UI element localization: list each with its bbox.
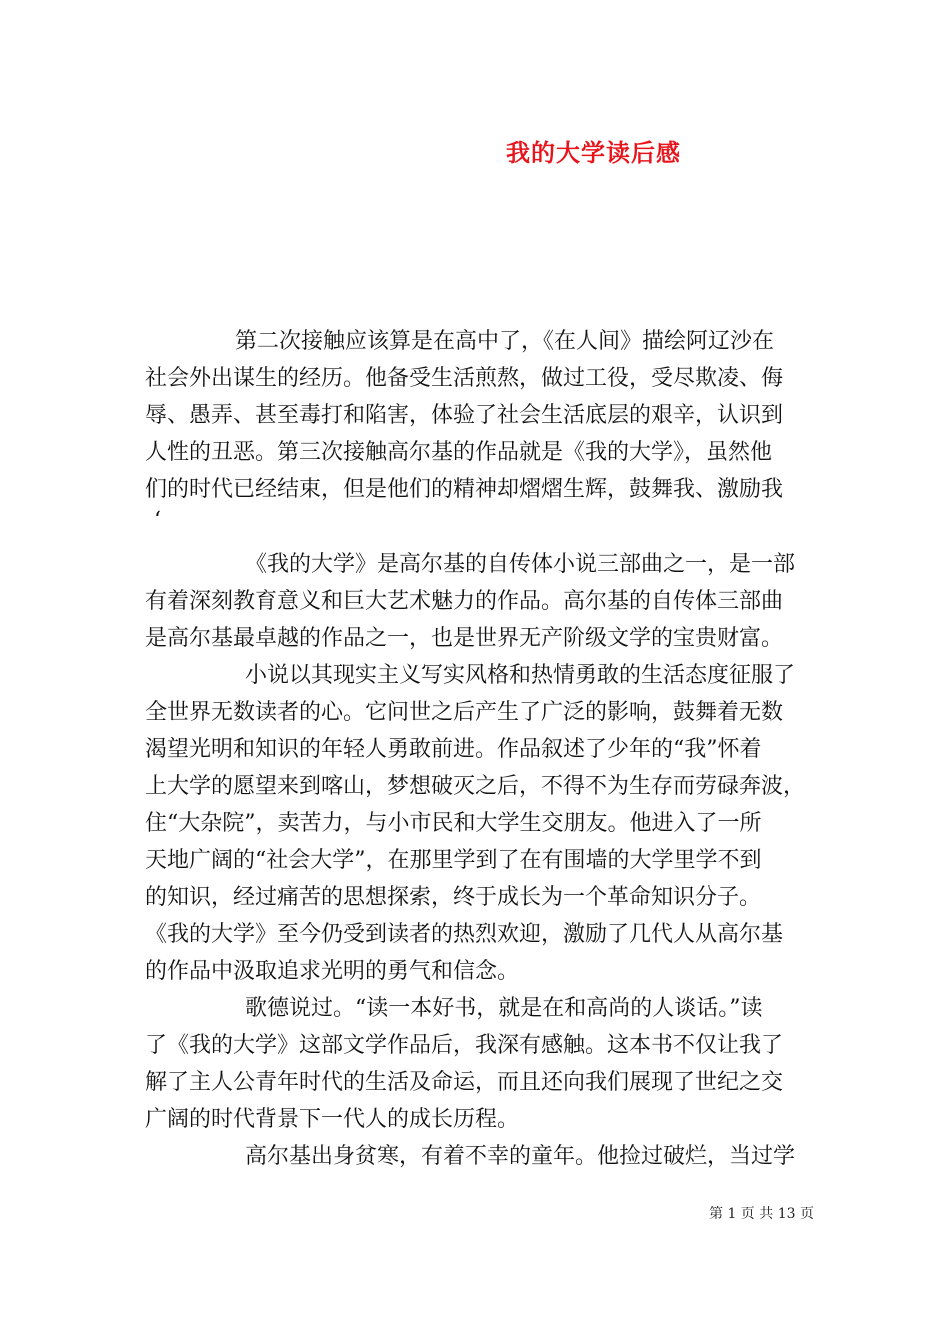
paragraph-line: 了《我的大学》这部文学作品后，我深有感触。这本书不仅让我了 (145, 1033, 784, 1058)
paragraph-line: 辱、愚弄、甚至毒打和陷害，体验了社会生活底层的艰辛，认识到 (145, 403, 784, 428)
paragraph-line: ‘ (154, 508, 161, 533)
paragraph-line: 《我的大学》是高尔基的自传体小说三部曲之一，是一部 (245, 552, 796, 577)
paragraph-line: 高尔基出身贫寒，有着不幸的童年。他捡过破烂，当过学 (245, 1144, 796, 1169)
paragraph-line: 小说以其现实主义写实风格和热情勇敢的生活态度征服了 (245, 663, 796, 688)
paragraph-line: 社会外出谋生的经历。他备受生活煎熬，做过工役，受尽欺凌、侮 (145, 366, 784, 391)
paragraph-line: 广阔的时代背景下一代人的成长历程。 (145, 1107, 520, 1132)
page-title: 我的大学读后感 (506, 138, 681, 167)
paragraph-line: 全世界无数读者的心。它问世之后产生了广泛的影响，鼓舞着无数 (145, 700, 784, 725)
paragraph-line: 是高尔基最卓越的作品之一，也是世界无产阶级文学的宝贵财富。 (145, 626, 784, 651)
paragraph-line: 渴望光明和知识的年轻人勇敢前进。作品叙述了少年的“我”怀着 (145, 737, 762, 762)
paragraph-line: 住“大杂院”，卖苦力，与小市民和大学生交朋友。他进入了一所 (145, 811, 762, 836)
paragraph-line: 《我的大学》至今仍受到读者的热烈欢迎，激励了几代人从高尔基 (145, 922, 784, 947)
paragraph-line: 天地广阔的“社会大学”，在那里学到了在有围墙的大学里学不到 (145, 848, 762, 873)
paragraph-line: 的知识，经过痛苦的思想探索，终于成长为一个革命知识分子。 (145, 885, 762, 910)
paragraph-line: 有着深刻教育意义和巨大艺术魅力的作品。高尔基的自传体三部曲 (145, 589, 784, 614)
paragraph-line: 歌德说过。“读一本好书，就是在和高尚的人谈话。”读 (245, 996, 763, 1021)
paragraph-line: 第二次接触应该算是在高中了，《在人间》描绘阿辽沙在 (235, 329, 775, 354)
paragraph-line: 人性的丑恶。第三次接触高尔基的作品就是《我的大学》，虽然他 (145, 440, 773, 465)
page-footer: 第 1 页 共 13 页 (709, 1206, 814, 1222)
paragraph-line: 们的时代已经结束，但是他们的精神却熠熠生辉，鼓舞我、激励我 (145, 477, 784, 502)
paragraph-line: 上大学的愿望来到喀山，梦想破灭之后，不得不为生存而劳碌奔波， (145, 774, 806, 799)
paragraph-line: 的作品中汲取追求光明的勇气和信念。 (145, 959, 520, 984)
paragraph-line: 解了主人公青年时代的生活及命运，而且还向我们展现了世纪之交 (145, 1070, 784, 1095)
